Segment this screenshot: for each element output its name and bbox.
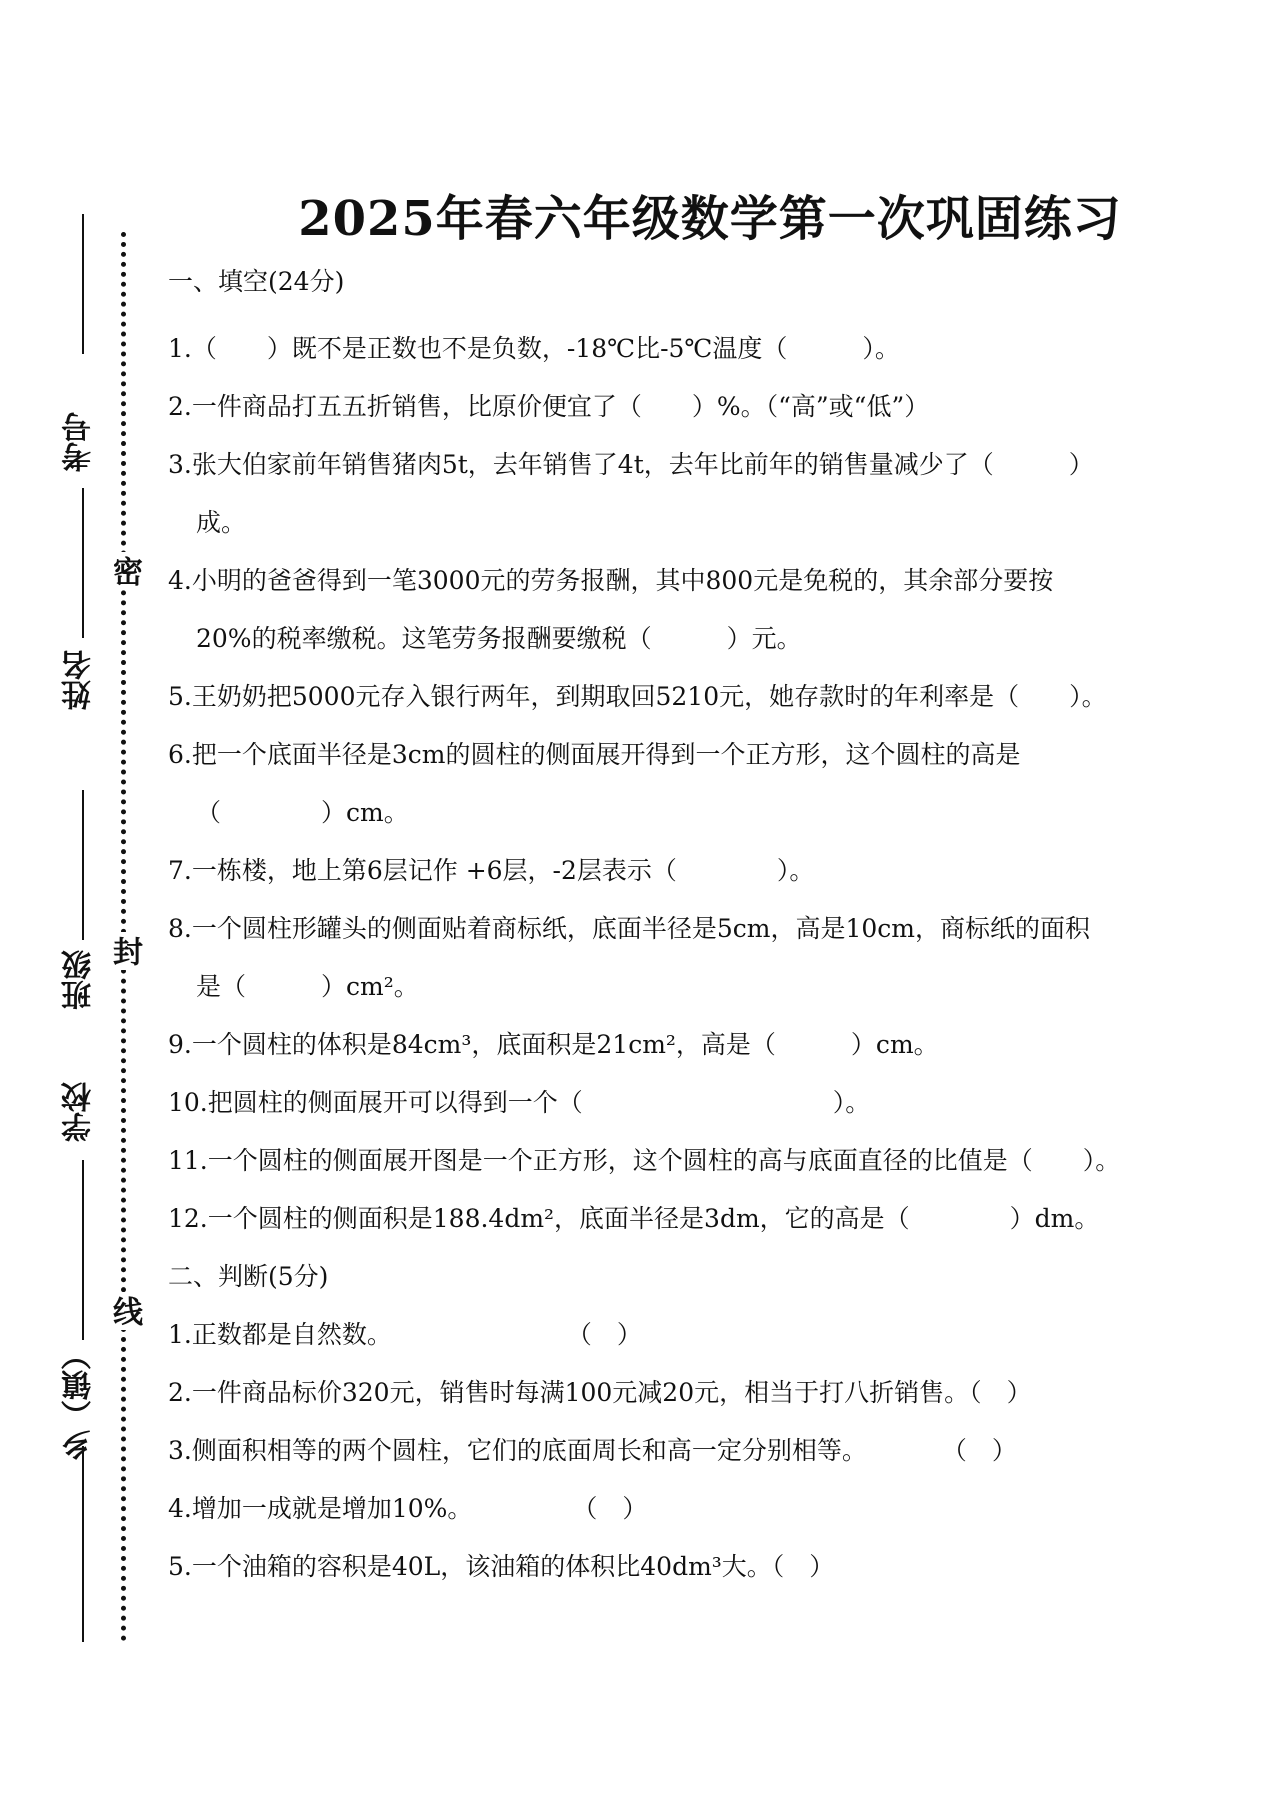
section-heading: 二、判断(5分) xyxy=(168,1262,329,1291)
township-line xyxy=(82,1446,84,1642)
class-label: 班级 xyxy=(62,950,97,1010)
seal-char-3: 线 xyxy=(109,1292,139,1330)
question-line: （ ）cm。 xyxy=(196,798,409,827)
seal-char-1: 密 xyxy=(109,552,139,590)
question-line: 8.一个圆柱形罐头的侧面贴着商标纸，底面半径是5cm，高是10cm，商标纸的面积 xyxy=(168,914,1090,943)
question-line: 3.张大伯家前年销售猪肉5t，去年销售了4t，去年比前年的销售量减少了（ ） xyxy=(168,450,1094,479)
question-line: 4.小明的爸爸得到一笔3000元的劳务报酬，其中800元是免税的，其余部分要按 xyxy=(168,566,1054,595)
binding-margin xyxy=(0,0,150,1810)
question-line: 是（ ）cm²。 xyxy=(196,972,419,1001)
question-line: 12.一个圆柱的侧面积是188.4dm²，底面半径是3dm，它的高是（ ）dm。 xyxy=(168,1204,1100,1233)
question-line: 5.王奶奶把5000元存入银行两年，到期取回5210元，她存款时的年利率是（ ）。 xyxy=(168,682,1107,711)
class-line xyxy=(82,790,84,940)
section-heading: 一、填空(24分) xyxy=(168,267,345,296)
school-label: 学校 xyxy=(62,1082,97,1142)
exam-no-label: 考号 xyxy=(62,412,97,472)
question-content xyxy=(168,262,1248,1596)
question-line: 1.正数都是自然数。 （ ） xyxy=(168,1320,642,1349)
question-line: 20%的税率缴税。这笔劳务报酬要缴税（ ）元。 xyxy=(196,624,802,653)
question-line: 成。 xyxy=(196,508,247,537)
question-line: 6.把一个底面半径是3cm的圆柱的侧面展开得到一个正方形，这个圆柱的高是 xyxy=(168,740,1021,769)
question-line: 2.一件商品打五五折销售，比原价便宜了（ ）%。（“高”或“低”） xyxy=(168,392,930,421)
question-line: 1.（ ）既不是正数也不是负数，-18℃比-5℃温度（ ）。 xyxy=(168,334,900,363)
seal-char-2: 封 xyxy=(109,932,139,970)
question-line: 7.一栋楼，地上第6层记作 +6层，-2层表示（ ）。 xyxy=(168,856,815,885)
question-line: 10.把圆柱的侧面展开可以得到一个（ ）。 xyxy=(168,1088,871,1117)
name-line xyxy=(82,488,84,638)
question-line: 9.一个圆柱的体积是84cm³，底面积是21cm²，高是（ ）cm。 xyxy=(168,1030,939,1059)
question-line: 2.一件商品标价320元，销售时每满100元减20元，相当于打八折销售。（ ） xyxy=(168,1378,1032,1407)
school-line xyxy=(82,1160,84,1340)
question-line: 5.一个油箱的容积是40L，该油箱的体积比40dm³大。（ ） xyxy=(168,1552,835,1581)
name-label: 姓名 xyxy=(62,650,97,710)
page-title: 2025年春六年级数学第一次巩固练习 xyxy=(298,191,1122,247)
question-line: 3.侧面积相等的两个圆柱，它们的底面周长和高一定分别相等。 （ ） xyxy=(168,1436,1017,1465)
exam-no-line xyxy=(82,214,84,354)
township-label: 乡（镇） xyxy=(62,1340,97,1460)
question-line: 4.增加一成就是增加10%。 （ ） xyxy=(168,1494,648,1523)
question-line: 11.一个圆柱的侧面展开图是一个正方形，这个圆柱的高与底面直径的比值是（ ）。 xyxy=(168,1146,1121,1175)
